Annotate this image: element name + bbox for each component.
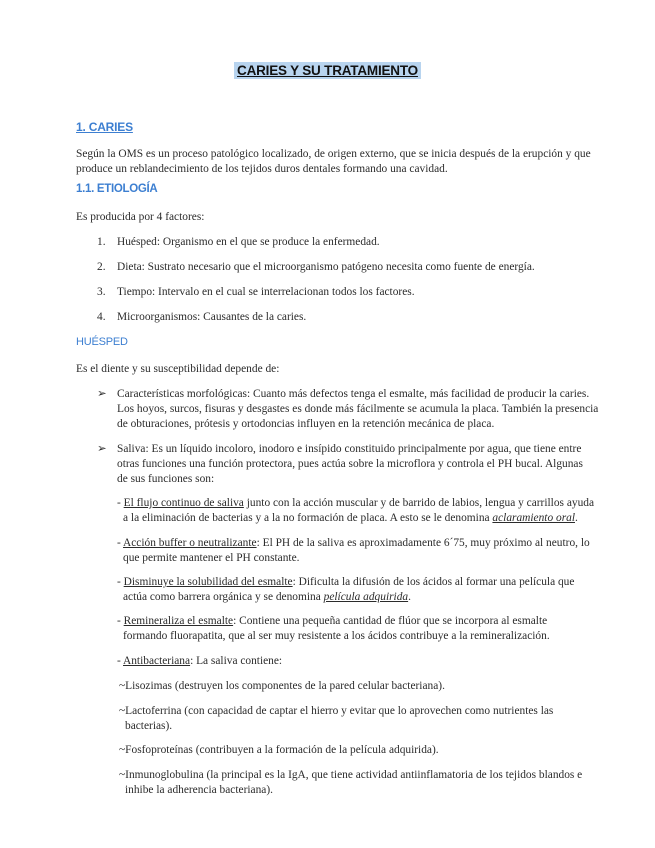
- huesped-lead: Es el diente y su susceptibilidad depende de:: [76, 363, 280, 375]
- function-antibacteriana: - Antibacteriana: La saliva contiene:: [117, 655, 283, 667]
- function-buffer-line-2: que permite mantener el PH constante.: [123, 552, 300, 564]
- function-flujo: - El flujo continuo de saliva junto con la acción muscular y de barrido de labios, lengua y carrillos ayuda: [117, 497, 595, 509]
- function-term: aclaramiento oral: [492, 512, 575, 524]
- bullet-morfologia-line-2: Los hoyos, surcos, fisuras y desgastes es donde más fácilmente se acumula la placa. También la presencia: [117, 403, 599, 415]
- function-desc: actúa como barrera orgánica y se denomina: [123, 591, 324, 603]
- function-term: El flujo continuo de saliva: [123, 497, 244, 509]
- function-remineraliza-line-2: formando fluorapatita, que al ser muy resistente a los ácidos contribuye a la remineralización.: [123, 630, 550, 642]
- function-remineraliza: - Remineraliza el esmalte: Contiene una pequeña cantidad de flúor que se incorpora al esmalte: [117, 615, 548, 627]
- function-term: Disminuye la solubilidad del esmalte: [123, 576, 293, 588]
- factors-lead: Es producida por 4 factores:: [76, 211, 205, 223]
- function-term: película adquirida: [323, 591, 409, 603]
- function-desc: : Dificulta la difusión de los ácidos al formar una película que: [292, 576, 575, 588]
- intro-line-1: Según la OMS es un proceso patológico localizado, de origen externo, que se inicia después de la erupción y que: [76, 148, 591, 160]
- factor-number: 3.: [97, 286, 106, 298]
- arrow-bullet-icon: ➢: [97, 388, 107, 400]
- intro-line-2: produce un reblandecimiento de los tejidos duros dentales formando una cavidad.: [76, 163, 448, 175]
- function-desc: a la eliminación de bacterias y a la no formación de placa. A esto se le denomina: [123, 512, 493, 524]
- component-lactoferrina-line-1: ~Lactoferrina (con capacidad de captar el hierro y evitar que lo aprovechen como nutrientes las: [119, 705, 554, 717]
- bullet-saliva-line-1: Saliva: Es un líquido incoloro, inodoro e insípido constituido principalmente por agua, que tiene entre: [117, 443, 582, 455]
- section-heading-huesped: HUÉSPED: [76, 336, 128, 348]
- function-desc: junto con la acción muscular y de barrido de labios, lengua y carrillos ayuda: [243, 497, 595, 509]
- factor-text: Microorganismos: Causantes de la caries.: [117, 311, 307, 323]
- function-term: Acción buffer o neutralizante: [123, 537, 257, 549]
- function-term: Remineraliza el esmalte: [123, 615, 234, 627]
- bullet-saliva-line-2: otras funciones una función protectora, pues actúa sobre la microflora y controla el PH bucal. Algunas: [117, 458, 583, 470]
- factor-number: 1.: [97, 236, 106, 248]
- function-term: Antibacteriana: [123, 655, 191, 667]
- component-lactoferrina-line-2: bacterias).: [125, 720, 173, 732]
- component-fosfoproteinas: ~Fosfoproteínas (contribuyen a la formación de la película adquirida).: [119, 744, 439, 756]
- document-title: CARIES Y SU TRATAMIENTO: [234, 62, 421, 79]
- component-inmunoglobulina-line-2: inhibe la adherencia bacteriana).: [125, 784, 273, 796]
- function-desc: : La saliva contiene:: [190, 655, 283, 667]
- factor-text: Dieta: Sustrato necesario que el microorganismo patógeno necesita como fuente de energía.: [117, 261, 535, 273]
- component-inmunoglobulina-line-1: ~Inmunoglobulina (la principal es la IgA, que tiene actividad antiinflamatoria de los tejidos blandos e: [119, 769, 583, 781]
- factor-text: Huésped: Organismo en el que se produce la enfermedad.: [117, 236, 380, 248]
- component-lisozimas: ~Lisozimas (destruyen los componentes de la pared celular bacteriana).: [119, 680, 445, 692]
- function-solubilidad-line-2: actúa como barrera orgánica y se denomina película adquirida.: [123, 591, 411, 603]
- bullet-saliva-line-3: de sus funciones son:: [117, 473, 215, 485]
- function-buffer: - Acción buffer o neutralizante: El PH de la saliva es aproximadamente 6´75, muy próximo al neutro, lo: [117, 537, 590, 549]
- section-heading-etiologia: 1.1. ETIOLOGÍA: [76, 183, 158, 195]
- factor-number: 2.: [97, 261, 106, 273]
- function-solubilidad: - Disminuye la solubilidad del esmalte: Dificulta la difusión de los ácidos al formar una película que: [117, 576, 575, 588]
- bullet-morfologia-line-3: de obturaciones, prótesis y ortodoncias influyen en la retención mecánica de placa.: [117, 418, 495, 430]
- factor-text: Tiempo: Intervalo en el cual se interrelacionan todos los factores.: [117, 286, 415, 298]
- title-wrap: [0, 62, 655, 80]
- function-desc: : Contiene una pequeña cantidad de flúor que se incorpora al esmalte: [233, 615, 548, 627]
- section-heading-caries: 1. CARIES: [76, 120, 133, 134]
- bullet-morfologia-line-1: Características morfológicas: Cuanto más defectos tenga el esmalte, más facilidad de producir la caries.: [117, 388, 590, 400]
- factor-number: 4.: [97, 311, 106, 323]
- function-desc: : El PH de la saliva es aproximadamente 6´75, muy próximo al neutro, lo: [256, 537, 590, 549]
- function-flujo-line-2: a la eliminación de bacterias y a la no formación de placa. A esto se le denomina aclaramiento oral.: [123, 512, 578, 524]
- arrow-bullet-icon: ➢: [97, 443, 107, 455]
